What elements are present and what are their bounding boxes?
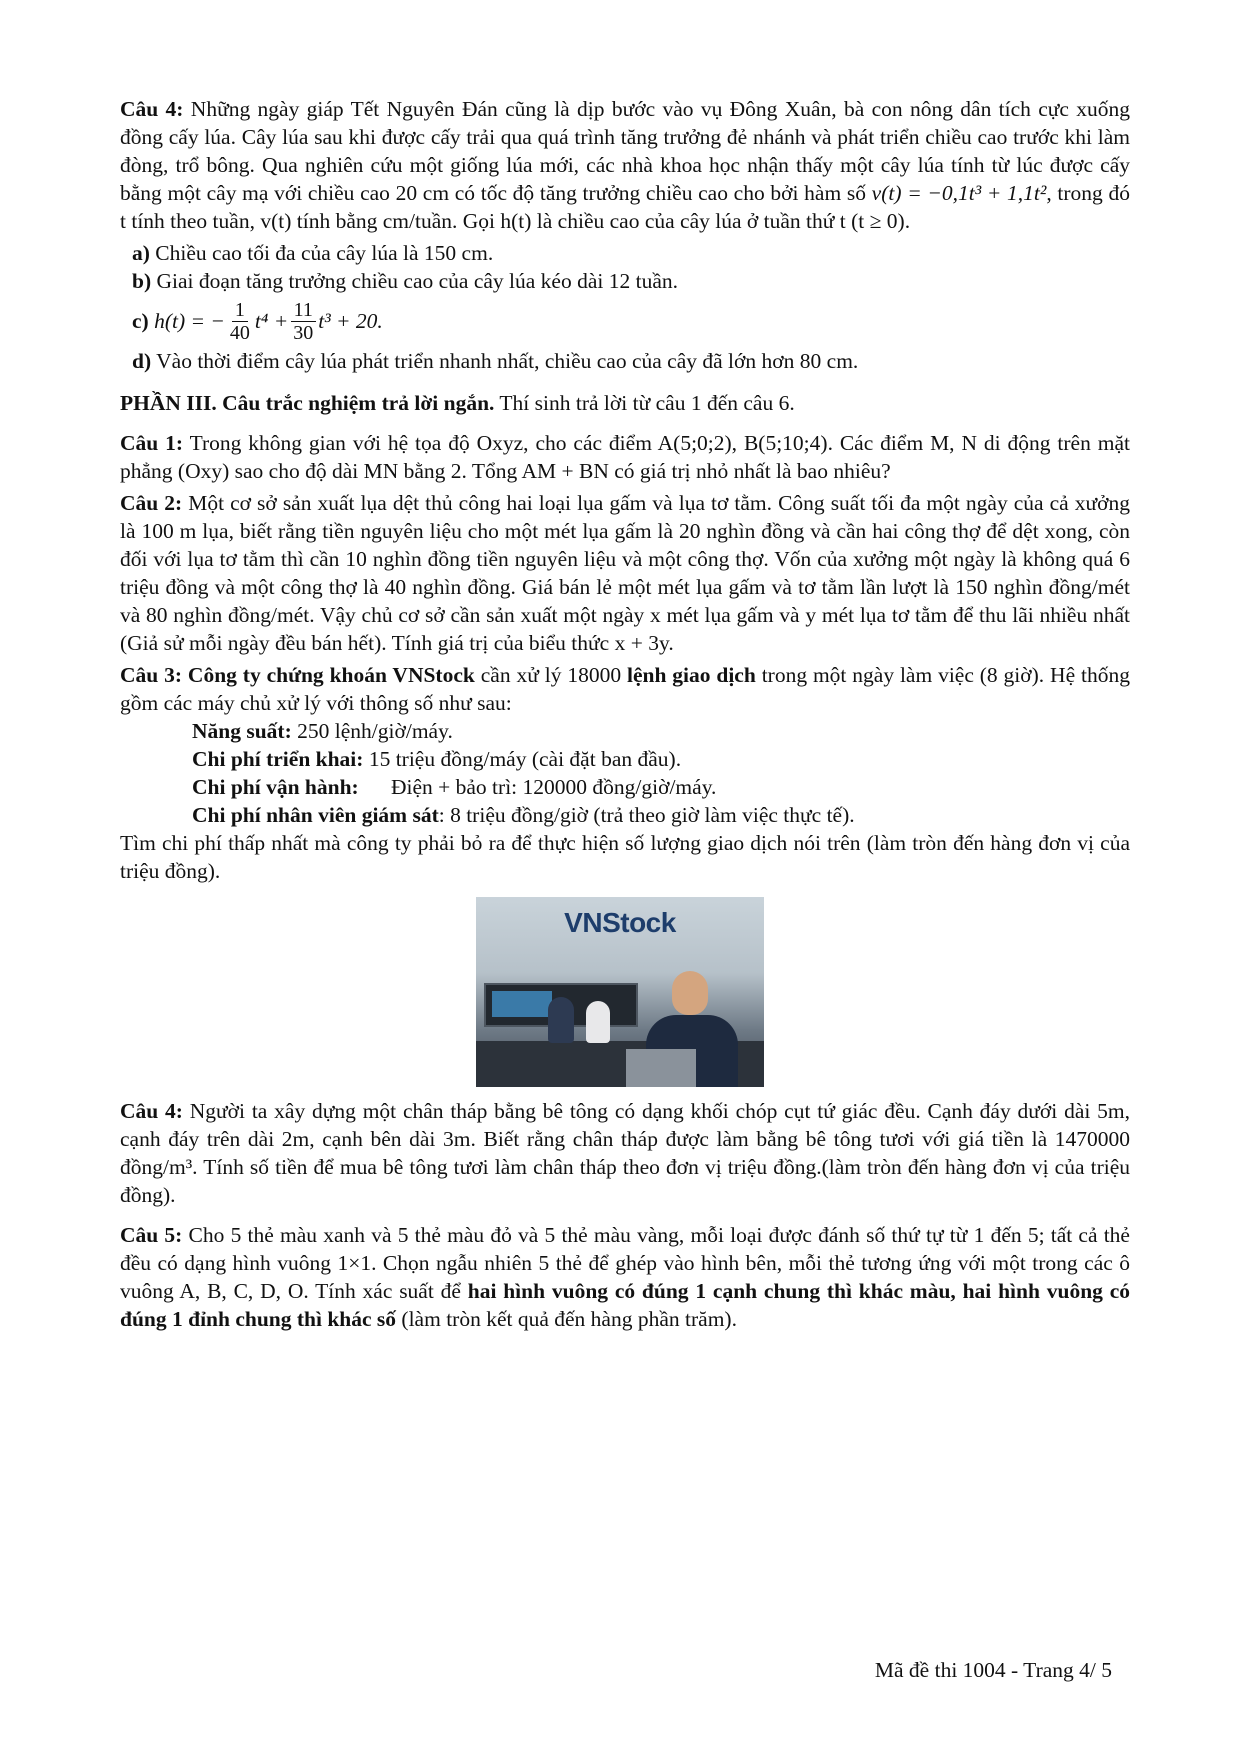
worker-shape: [548, 997, 574, 1043]
question-label: Câu 4:: [120, 97, 184, 121]
vnstock-office-photo: [476, 897, 764, 1087]
option-label: a): [132, 241, 150, 265]
question-3-ask: Tìm chi phí thấp nhất mà công ty phải bỏ ra để thực hiện số lượng giao dịch nói trên (làm tròn đến hàng đơn vị của triệu đồng).: [120, 831, 1130, 883]
option-text: Giai đoạn tăng trưởng chiều cao của cây lúa kéo dài 12 tuần.: [156, 269, 679, 293]
laptop-shape: [626, 1049, 696, 1087]
section-heading: [120, 389, 1130, 417]
option-a: [132, 239, 1130, 267]
option-b: [132, 267, 1130, 295]
formula-end: t³ + 20.: [318, 309, 383, 333]
option-label: b): [132, 269, 152, 293]
question-4-plant: [120, 95, 1130, 235]
question-label: Câu 1:: [120, 431, 184, 455]
option-label: d): [132, 349, 152, 373]
question-4-tower: [120, 1097, 1130, 1209]
spec-line-operating-cost: Chi phí vận hành: Điện + bảo trì: 120000 đồng/giờ/máy.: [192, 775, 717, 799]
question-text: Trong không gian với hệ tọa độ Oxyz, cho các điểm A(5;0;2), B(5;10;4). Các điểm M, N di động trên mặt phẳng (Oxy) sao cho độ dài MN bằng 2. Tổng AM + BN có giá trị nhỏ nhất là bao nhiêu?: [120, 431, 1130, 483]
bold-term: lệnh giao dịch: [626, 663, 756, 687]
question-label: Câu 2:: [120, 491, 183, 515]
fraction-1: $\frac{1}{40}$: [229, 298, 250, 344]
option-label: c): [132, 309, 149, 333]
worker-shape: [586, 1001, 610, 1043]
option-text: Chiều cao tối đa của cây lúa là 150 cm.: [155, 241, 494, 265]
question-text: Cho 5 thẻ màu xanh và 5 thẻ màu đỏ và 5 thẻ màu vàng, mỗi loại được đánh số thứ tự từ 1 đến 5; tất cả thẻ đều có dạng hình vuông 1×1. Chọn ngẫu nhiên 5 thẻ để ghép vào hình bên, mỗi thẻ tương ứng với một trong các ô vuông A, B, C, D, O. Tính xác suất để: [120, 1223, 1130, 1303]
question-text-2: (làm tròn kết quả đến hàng phần trăm).: [396, 1307, 737, 1331]
question-text-2: , trong đó t tính theo tuần, v(t) tính bằng cm/tuần. Gọi h(t) là chiều cao của cây lúa ở tuần thứ t (t ≥ 0).: [120, 181, 1130, 233]
formula-mid: t⁴ +: [254, 309, 289, 333]
question-3: [120, 661, 1130, 717]
growth-function: v(t) = −0,1t³ + 1,1t²: [871, 181, 1047, 205]
formula-start: h(t) = −: [154, 309, 225, 333]
option-c: [132, 295, 1130, 347]
spec-line-throughput: Năng suất: 250 lệnh/giờ/máy.: [192, 719, 453, 743]
option-d: [132, 347, 1130, 375]
question-text: cần xử lý 18000: [474, 663, 627, 687]
question-label: Câu 5:: [120, 1223, 183, 1247]
option-text: Vào thời điểm cây lúa phát triển nhanh nhất, chiều cao của cây đã lớn hơn 80 cm.: [156, 349, 859, 373]
bold-condition: hai hình vuông có đúng 1 cạnh chung thì khác màu, hai hình vuông có đúng 1 đỉnh chung thì khác số: [120, 1279, 1130, 1331]
question-text: Người ta xây dựng một chân tháp bằng bê tông có dạng khối chóp cụt tứ giác đều. Cạnh đáy dưới dài 5m, cạnh đáy trên dài 2m, cạnh bên dài 3m. Biết rằng chân tháp được làm bằng bê tông tươi với giá tiền là 1470000 đồng/m³. Tính số tiền để mua bê tông tươi làm chân tháp theo đơn vị triệu đồng.(làm tròn đến hàng đơn vị của triệu đồng).: [120, 1099, 1130, 1207]
spec-line-staff-cost: Chi phí nhân viên giám sát: 8 triệu đồng/giờ (trả theo giờ làm việc thực tế).: [192, 803, 855, 827]
question-label: Câu 4:: [120, 1099, 183, 1123]
question-2: [120, 489, 1130, 657]
question-text-2: trong một ngày làm việc (8 giờ). Hệ thống gồm các máy chủ xử lý với thông số như sau:: [120, 663, 1130, 715]
spec-line-setup-cost: Chi phí triển khai: 15 triệu đồng/máy (cài đặt ban đầu).: [192, 747, 682, 771]
question-text: Một cơ sở sản xuất lụa dệt thủ công hai loại lụa gấm và lụa tơ tằm. Công suất tối đa một ngày của cả xưởng là 100 m lụa, biết rằng tiền nguyên liệu cho một mét lụa gấm là 20 nghìn đồng và cần hai công thợ để dệt xong, còn đối với lụa tơ tằm thì cần 10 nghìn đồng tiền nguyên liệu và một công thợ. Vốn của xưởng một ngày là không quá 6 triệu đồng và một công thợ là 40 nghìn đồng. Giá bán lẻ một mét lụa gấm và tơ tằm lần lượt là 150 nghìn đồng/mét và 80 nghìn đồng/mét. Vậy chủ cơ sở cần sản xuất một ngày x mét lụa gấm và y mét lụa tơ tằm để thu lãi nhiều nhất (Giả sử mỗi ngày đều bán hết). Tính giá trị của biểu thức x + 3y.: [120, 491, 1130, 655]
fraction-2: $\frac{11}{30}$: [290, 299, 316, 344]
question-5: [120, 1221, 1130, 1333]
businessman-head-shape: [672, 971, 708, 1015]
exam-page: [120, 95, 1130, 1333]
vnstock-logo: VNStock: [564, 907, 676, 938]
page-footer: Mã đề thi 1004 - Trang 4/ 5: [874, 1658, 1112, 1682]
section-title: PHẦN III. Câu trắc nghiệm trả lời ngắn.: [120, 391, 495, 415]
company-name: Công ty chứng khoán VNStock: [187, 663, 475, 687]
question-1: [120, 429, 1130, 485]
question-label: Câu 3:: [120, 663, 183, 687]
question-text: Những ngày giáp Tết Nguyên Đán cũng là dịp bước vào vụ Đông Xuân, bà con nông dân tích cực xuống đồng cấy lúa. Cây lúa sau khi được cấy trải qua quá trình tăng trưởng đẻ nhánh và phát triển chiều cao trước khi làm đòng, trổ bông. Qua nghiên cứu một giống lúa mới, các nhà khoa học nhận thấy một cây lúa tính từ lúc được cấy bằng một cây mạ với chiều cao 20 cm có tốc độ tăng trưởng chiều cao cho bởi hàm số: [120, 97, 1131, 205]
section-desc: Thí sinh trả lời từ câu 1 đến câu 6.: [494, 391, 795, 415]
